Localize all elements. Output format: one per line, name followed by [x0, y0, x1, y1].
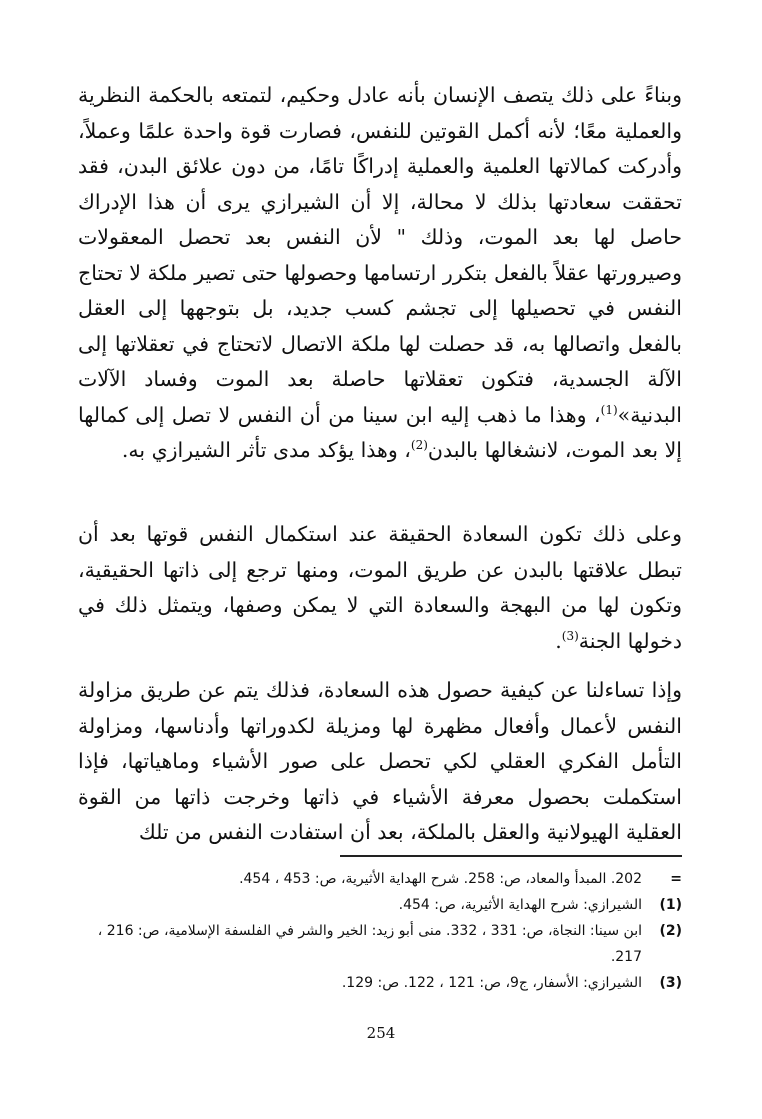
footnote-text: ابن سينا: النجاة، ص: 331 ، 332. منى أبو زيد: الخير والشر في الفلسفة الإسلامية، ص: 216 ، 217. — [97, 923, 642, 965]
footnote-mark: (2) — [659, 923, 682, 939]
footnote-ref-2: (2) — [410, 438, 428, 453]
footnotes — [78, 866, 682, 996]
paragraph-3 — [78, 673, 682, 851]
page-number: 254 — [366, 1024, 396, 1042]
footnote-mark: (1) — [659, 897, 682, 913]
footnote-text: الشيرازي: شرح الهداية الأثيرية، ص: 454. — [398, 897, 642, 913]
footnote-continuation — [78, 866, 682, 892]
paragraph-3-text: وإذا تساءلنا عن كيفية حصول هذه السعادة، فذلك يتم عن طريق مزاولة النفس لأعمال وأفعال مظهرة لها ومزيلة لكدوراتها وأدناسها، ومزاولة التأمل الفكري العقلي لكي تحصل على صور الأشياء وماهياتها، فإذا استكملت بحصول معرفة الأشياء في ذاتها وخرجت ذاتها من القوة العقلية الهيولانية والعقل بالملكة، بعد أن استفادت النفس من تلك — [78, 678, 682, 844]
footnote-mark: = — [670, 871, 682, 887]
footnote-mark: (3) — [659, 975, 682, 991]
paragraph-1 — [78, 78, 682, 469]
paragraph-2-text-a: وعلى ذلك تكون السعادة الحقيقة عند استكمال النفس قوتها بعد أن تبطل علاقتها بالبدن عن طريق الموت، ومنها ترجع إلى ذاتها الحقيقية، وتكون لها من البهجة والسعادة التي لا يمكن وصفها، ويتمثل ذلك في دخولها الجنة — [78, 522, 682, 653]
paragraph-2-text-b: . — [555, 628, 562, 653]
footnote-text: 202. المبدأ والمعاد، ص: 258. شرح الهداية الأثيرية، ص: 453 ، 454. — [239, 871, 642, 887]
footnote-1 — [78, 892, 682, 918]
footnote-2 — [78, 918, 682, 970]
footnote-separator — [340, 855, 682, 857]
footnote-ref-1: (1) — [600, 402, 618, 417]
footnote-ref-3: (3) — [561, 628, 579, 643]
footnote-3 — [78, 970, 682, 996]
paragraph-1-text-a: وبناءً على ذلك يتصف الإنسان بأنه عادل وحكيم، لتمتعه بالحكمة النظرية والعملية معًا؛ لأنه أكمل القوتين للنفس، فصارت قوة واحدة علمًا وعملاً، وأدركت كمالاتها العلمية والعملية إدراكًا تامًا، من دون علائق البدن، فقد تحققت سعادتها بذلك لا محالة، إلا أن الشيرازي يرى أن هذا الإدراك حاصل لها بعد الموت، وذلك " لأن النفس بعد تحصل المعقولات وصيرورتها عقلاً بالفعل بتكرر ارتسامها وحصولها حتى تصير ملكة لا تحتاج النفس في تحصيلها إلى تجشم كسب جديد، بل بتوجهها إلى العقل بالفعل واتصالها به، قد حصلت لها ملكة الاتصال لاتحتاج في تعقلاتها إلى الآلة الجسدية، فتكون تعقلاتها حاصلة بعد الموت وفساد الآلات البدنية» — [78, 83, 682, 427]
paragraph-1-text-c: ، وهذا يؤكد مدى تأثر الشيرازي به. — [121, 438, 411, 462]
paragraph-1-text-b: ، وهذا ما ذهب إليه ابن سينا من أن النفس لا تصل إلى كمالها إلا بعد الموت، لانشغالها بالبدن — [78, 402, 682, 462]
footnote-text: الشيرازي: الأسفار، ج9، ص: 121 ، 122. ص: 129. — [341, 975, 642, 991]
paragraph-2 — [78, 517, 682, 659]
